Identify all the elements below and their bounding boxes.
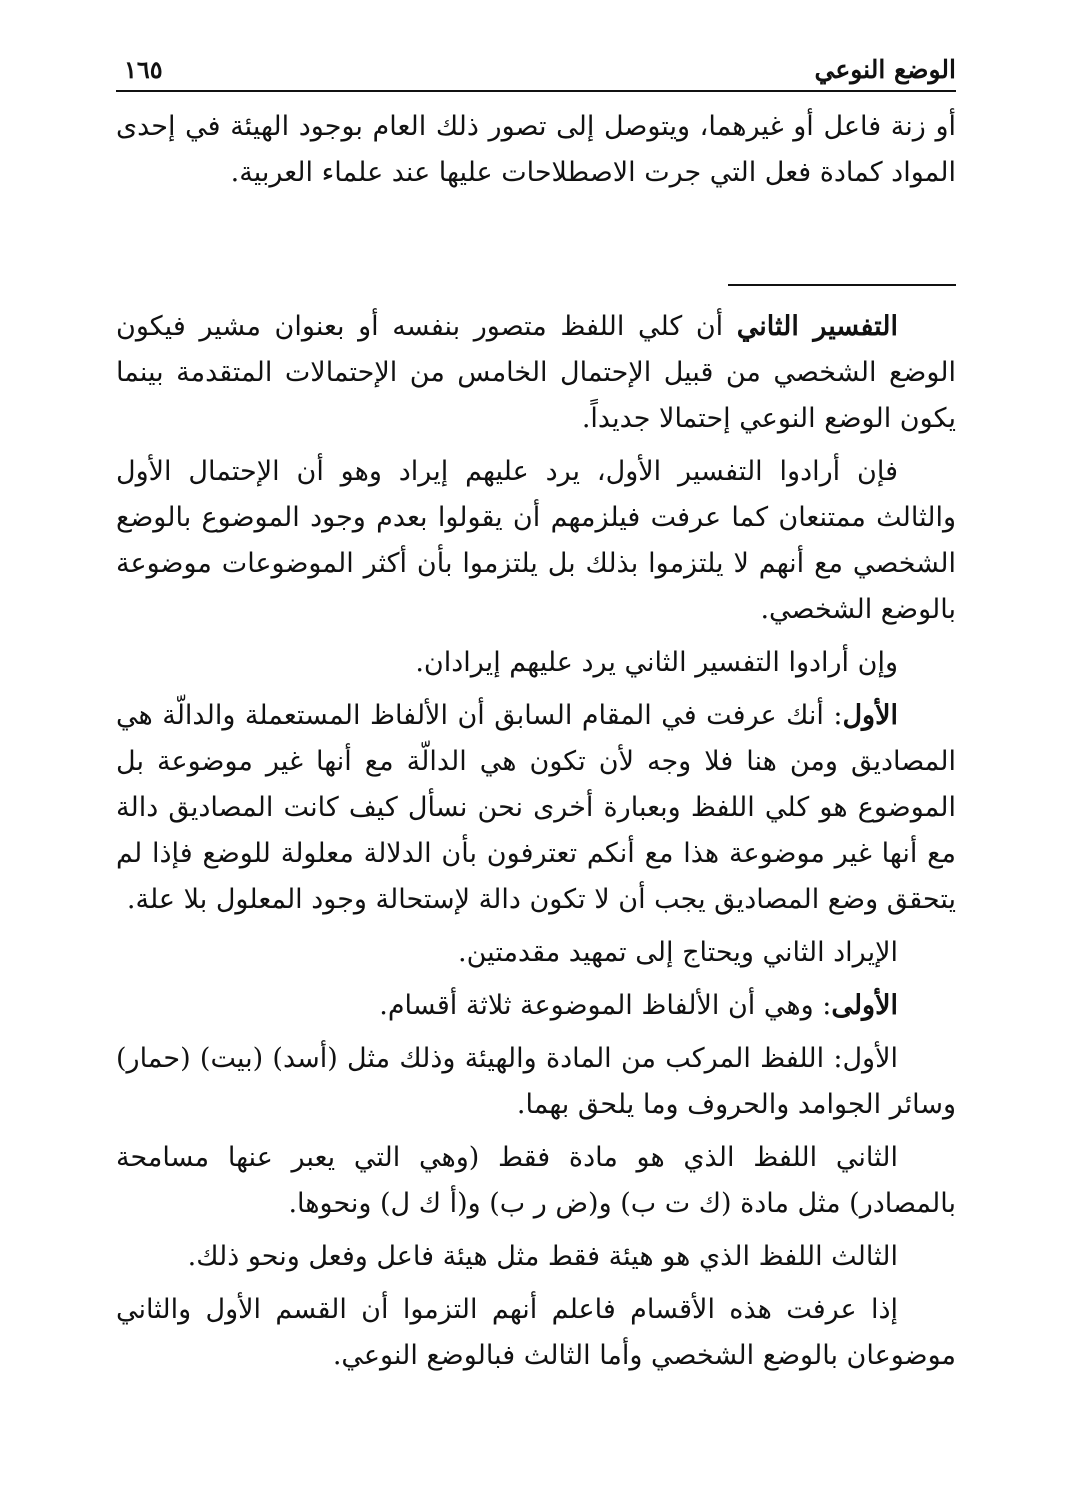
- paragraph-lead: التفسير الثاني: [736, 311, 898, 342]
- paragraph-text: الأول: اللفظ المركب من المادة والهيئة وذلك مثل (أسد) (بيت) (حمار) وسائر الجوامد والحروف وما يلحق بهما.: [116, 1043, 956, 1120]
- paragraph-text: وإن أرادوا التفسير الثاني يرد عليهم إيرادان.: [415, 647, 898, 678]
- paragraph-second-objection: [116, 930, 956, 976]
- paragraph-text: الثالث اللفظ الذي هو هيئة فقط مثل هيئة فاعل وفعل ونحو ذلك.: [187, 1241, 898, 1272]
- paragraph-text: : وهي أن الألفاظ الموضوعة ثلاثة أقسام.: [379, 990, 832, 1021]
- chapter-title: الوضع النوعي: [814, 55, 956, 84]
- main-text: [116, 304, 956, 1386]
- page-number: ١٦٥: [124, 55, 163, 84]
- paragraph-text: الإيراد الثاني ويحتاج إلى تمهيد مقدمتين.: [458, 937, 898, 968]
- paragraph-category-one: [116, 1036, 956, 1128]
- paragraph-second-interpretation: [116, 304, 956, 442]
- book-page: [116, 0, 956, 1498]
- paragraph-text: أن كلي اللفظ متصور بنفسه أو بعنوان مشير فيكون الوضع الشخصي من قبيل الإحتمال الخامس من الإحتمالات المتقدمة بينما يكون الوضع النوعي إحتمالا جديداً.: [116, 311, 956, 434]
- paragraph-category-three: [116, 1234, 956, 1280]
- section-divider: [728, 284, 956, 286]
- paragraph-text: : أنك عرفت في المقام السابق أن الألفاظ المستعملة والدالّة هي المصاديق ومن هنا فلا وجه لأن تكون هي الدالّة مع أنها غير موضوعة بل الموضوع هو كلي اللفظ وبعبارة أخرى نحن نسأل كيف كانت المصاديق دالة مع أنها غير موضوعة هذا مع أنكم تعترفون بأن الدلالة معلولة للوضع فإذا لم يتحقق وضع المصاديق يجب أن لا تكون دالة لإستحالة وجود المعلول بلا علة.: [116, 700, 956, 915]
- paragraph-first-objection: [116, 449, 956, 633]
- paragraph-continued: أو زنة فاعل أو غيرهما، ويتوصل إلى تصور ذلك العام بوجود الهيئة في إحدى المواد كمادة فعل التي جرت الاصطلاحات عليها عند علماء العربية.: [116, 111, 956, 188]
- paragraph-first-premise: [116, 983, 956, 1029]
- running-head: [116, 40, 956, 92]
- continued-text: [116, 104, 956, 196]
- paragraph-text: فإن أرادوا التفسير الأول، يرد عليهم إيراد وهو أن الإحتمال الأول والثالث ممتنعان كما عرفت فيلزمهم أن يقولوا بعدم وجود الموضوع بالوضع الشخصي مع أنهم لا يلتزموا بذلك بل يلتزموا بأن أكثر الموضوعات موضوعة بالوضع الشخصي.: [116, 456, 956, 625]
- paragraph-lead: الأولى: [831, 990, 898, 1021]
- paragraph-first: [116, 693, 956, 923]
- paragraph-conclusion: [116, 1287, 956, 1379]
- paragraph-lead: الأول: [842, 700, 898, 731]
- paragraph-text: إذا عرفت هذه الأقسام فاعلم أنهم التزموا أن القسم الأول والثاني موضوعان بالوضع الشخصي وأما الثالث فبالوضع النوعي.: [116, 1294, 956, 1371]
- paragraph-category-two: [116, 1135, 956, 1227]
- paragraph-text: الثاني اللفظ الذي هو مادة فقط (وهي التي يعبر عنها مسامحة بالمصادر) مثل مادة (ك ت ب) و(ض ر ب) و(أ ك ل) ونحوها.: [116, 1142, 956, 1219]
- paragraph-two-objections: [116, 640, 956, 686]
